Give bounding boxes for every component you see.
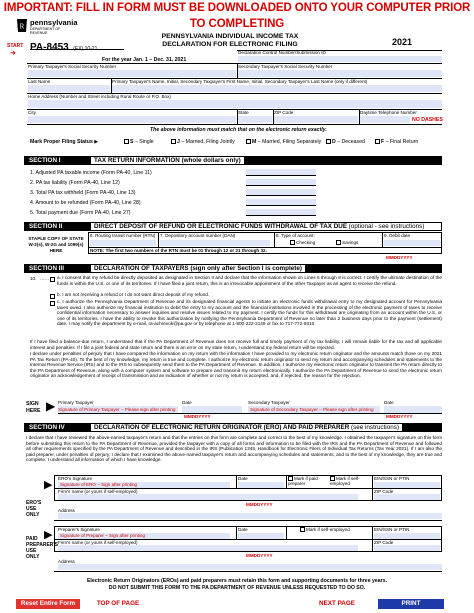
reset-form-button[interactable]: Reset Entire Form [16,599,80,609]
section-3-tab: SECTION III [24,264,88,273]
ero-address-input[interactable] [58,513,442,519]
form-year: 2021 [392,37,413,47]
line-1-input[interactable] [246,169,316,176]
address-input[interactable] [28,100,442,108]
prep-zip-label: ZIP Code [374,540,394,545]
ero-date-label: Date [238,476,248,481]
checking-option[interactable]: Checking [290,240,315,245]
preparer-use-label: PAID PREPARER'S USE ONLY [26,536,58,560]
primary-ssn-input[interactable] [28,70,236,77]
item-10-number: 10. [30,276,37,281]
line-4-label: 4. Amount to be refunded (Form PA-40, Line 28) [30,200,141,206]
no-dashes-note: NO DASHES [412,117,443,123]
print-button[interactable]: PRINT [378,599,444,609]
filing-status-label: Mark Proper Filing Status [30,139,93,145]
ero-firm-label: Firm's name (or yours if self-employed) [58,489,138,494]
line-5-label: 5. Total payment due (Form PA-40, Line 27) [30,210,131,216]
ero-date-format: MMDDYYYY [246,502,273,507]
start-label: START [7,43,24,49]
filing-status-row [30,139,450,147]
state-input[interactable] [238,116,272,123]
names-input[interactable] [112,85,442,92]
section-3-title: DECLARATION OF TAXPAYERS (sign only after Section I is complete) [90,264,306,273]
sign-here-arrow-icon: ▶ [46,399,56,413]
form-title-1: PENNSYLVANIA INDIVIDUAL INCOME TAX [161,33,299,40]
section-1-tab: SECTION I [24,156,88,165]
last-name-label: Last Name [28,79,51,84]
phone-input[interactable] [360,116,410,123]
last-name-input[interactable] [28,85,110,92]
dan-label: 7. Depository account number (DAN) [160,233,236,238]
form-number: PA-8453 [30,42,69,53]
prep-sig-label: Preparer's Signature [58,527,100,532]
prep-self-emp-checkbox[interactable] [300,527,305,532]
primary-date-input[interactable] [182,406,242,413]
deceased-checkbox[interactable] [326,139,331,144]
ero-self-emp-checkbox[interactable] [330,476,335,481]
svg-text:R: R [19,22,25,31]
logo-wordmark: pennsylvania [30,18,78,27]
debit-date-input[interactable] [384,240,440,246]
ero-zip-label: ZIP Code [374,489,394,494]
filing-status-single[interactable]: S – Single [124,139,154,145]
debit-date-label: 9. Debit date [384,233,411,238]
option-c-checkbox[interactable] [50,301,55,306]
option-b-checkbox[interactable] [50,294,55,299]
city-label: City [28,110,36,115]
filing-status-final[interactable]: F – Final Return [375,139,418,145]
address-label: Home Address (Number and Street including Rural Route or P.O. Box) [28,94,171,99]
tax-period: For the year Jan. 1 – Dec. 31, 2021 [102,57,187,63]
ero-sig-note: Signature of ERO – Sign after printing [60,482,138,487]
ero-ein-label: EIN/SSN or PTIN [374,476,410,481]
ero-paid-prep-option[interactable]: Mark if paid preparer [288,476,318,487]
prep-firm-label: Firm's name (or yours if self-employed) [58,540,138,545]
secondary-ssn-label: Secondary Taxpayer's Social Security Number [238,64,333,69]
primary-date-label: Date [182,400,192,405]
line-1-label: 1. Adjusted PA taxable income (Form PA-40, Line 11) [30,170,152,176]
single-checkbox[interactable] [124,139,129,144]
secondary-sig-note: Signature of Secondary Taxpayer – Please sign after printing [250,407,374,412]
sign-here-label: SIGN HERE [26,401,41,414]
option-c-text: c. I authorize the Pennsylvania Department of Revenue and its designated financial agents to initiate an electronic funds withdrawal entry to my designated account for Pennsylvania taxes owed. I also authorize my financial institution to debit the entry to my account and the financial institutions involved in the processing of the electronic payment of taxes to receive confidential information necessary to answer inquiries and resolve issues related to my payment. I certify the funds for this withdrawal are originating from an account within the U.S. or one of its territories. I have the ability to revoke this authorization by notifying the Pennsylvania Department of Revenue no later than 2 business days prior to the payment (settlement) date. I may notify the department by e-mail, ra-achrevok@pa.gov or by telephone at 1-800-222-2149 or fax to 717-772-9310. [57,299,442,326]
balance-due-text: If I have filed a balance-due return, I understand that if the PA Department of Revenue does not receive full and timely payment of my tax liability, I will remain liable for the tax and all applicable interest and penalties. If I file a joint federal and state return and there is an error on my state return, I understand my federal return will be rejected. [30,339,442,350]
state-label: State [238,110,249,115]
prep-address-label: Address [58,559,75,564]
keystone-icon [16,19,28,33]
line-4-input[interactable] [246,199,316,206]
option-a-text: a. I consent that my refund be directly deposited as designated in Section II and declare that the information shown on Lines 6 through 8 is correct. I certify the ultimate destination of the funds is within the U.S. or one of its territories. If I have filed a joint return, this is an irrevocable appointment of the other Taxpayer as an agent to receive the refund. [57,275,442,286]
ero-self-emp-option[interactable]: Mark if self-employed [330,476,360,487]
prep-ein-label: EIN/SSN or PTIN [374,527,410,532]
section-4-header [24,423,442,432]
perjury-text: I declare under penalties of perjury that I have compared the information on my return with the information I have provided to my electronic return originator and the amounts match those on my 2021 PA Tax Return (PA-40). To the best of my knowledge, my return is true and complete. I authorize my electronic return originator to send my return and accompanying schedules and statements to the Internal Revenue Service (IRS) and to the IRS to subsequently send them to the PA Department of Revenue. In addition, I authorize my electronic return originator to transmit the PA return directly to the PA Department of Revenue, along with a computer system and software to prepare and transmit my return electronically. I authorize the PA Department of Revenue to send the electronic return originator an acknowledgement of receipt of transmission and an indication of whether or not my return is accepted, and, if rejected, the reason for the rejection. [30,351,442,378]
ero-declaration-text: I declare that I have reviewed the above-named taxpayer's return and that the entries on this form are complete and correct to the best of my knowledge. I obtained the taxpayer's signature on this form before submitting this return to the PA Department of Revenue, provided the taxpayer with a copy of all forms and information to be filed with the IRS and the PA Department of Revenue and followed all other requirements specified by the PA Department of Revenue and described in the IRS (Publication 1345, Handbook for Electronic Filers of Individual Tax Returns (Tax Year 2021). If I am also the paid preparer, under penalties of perjury, I declare that I examined the above-named taxpayer's return and accompanying schedules and statements, and to the best of my knowledge, they are true and complete. I understand all information of which I have knowledge. [26,435,442,462]
acct-type-label: 8. Type of account: [276,233,315,238]
section-3-note: (sign only after Section I is complete) [190,265,302,272]
section-2-note: (optional - see instructions) [348,223,425,230]
must-match-note: The above information must match that on the electronic return exactly. [150,127,327,133]
section-1-header [24,156,442,165]
primary-sig-label: Primary Taxpayer [58,400,94,405]
section-4-note: (see instructions) [351,424,399,431]
line-5-input[interactable] [246,209,316,216]
option-a-checkbox[interactable] [50,277,55,282]
staple-note: STAPLE COPY OF STATE W-2(s), W-2G and 1099(s) HERE [28,236,84,253]
city-input[interactable] [28,116,236,123]
names-label: Primary Taxpayer's Name, Initial, Secondary Taxpayer's First Name, Initial, Secondary Taxpayer's Last Name (only if different) [112,79,368,84]
prep-date-label: Date [238,527,248,532]
filing-status-arrow-icon: ▶ [94,139,99,145]
form-title-2: DECLARATION FOR ELECTRONIC FILING [162,41,298,48]
ero-firm-input[interactable] [58,494,358,500]
prep-firm-input[interactable] [58,545,358,551]
top-of-page-link[interactable]: TOP OF PAGE [96,600,140,607]
ero-use-label: ERO'S USE ONLY [26,500,42,518]
ero-address-label: Address [58,508,75,513]
line-2-label: 2. PA tax liability (Form PA-40, Line 12) [30,180,120,186]
prep-address-input[interactable] [58,564,442,570]
ero-zip-input[interactable] [374,494,440,500]
section-1-title: TAX RETURN INFORMATION (whole dollars only) [90,156,245,165]
rtn-label: 6. Routing transit number (RTN) [90,233,156,238]
separate-checkbox[interactable] [246,139,251,144]
start-arrow-icon: ➜ [10,50,16,57]
filing-status-deceased[interactable]: D – Deceased [326,139,365,145]
next-page-link[interactable]: NEXT PAGE [319,600,355,607]
section-2-tab: SECTION II [24,222,88,231]
line-3-input[interactable] [246,189,316,196]
primary-date-format: MMDDYYYY [184,414,211,419]
secondary-date-format: MMDDYYYY [386,414,413,419]
primary-ssn-label: Primary Taxpayer's Social Security Number [28,64,117,69]
form-number-row [30,37,97,55]
secondary-date-input[interactable] [384,406,442,413]
ero-arrow-icon: ▶ [44,479,53,491]
debit-date-format: MMDDYYYY [386,255,413,260]
secondary-ssn-input[interactable] [238,70,442,77]
ero-sig-label: ERO's Signature [58,476,93,481]
phone-label: Daytime Telephone Number [360,110,417,115]
savings-checkbox[interactable] [336,240,341,245]
prep-date-format: MMDDYYYY [246,553,273,558]
section-2-header [24,222,442,231]
logo-dept: DEPARTMENT OF REVENUE [30,27,61,35]
filing-status-joint[interactable]: J – Married, Filing Jointly [171,139,235,145]
savings-option[interactable]: Savings [336,240,358,245]
secondary-sig-label: Secondary Taxpayer [248,400,290,405]
prep-sig-note: Signature of Preparer – Sign after printing [60,533,146,538]
prep-self-emp-option[interactable]: Mark if self-employed [300,527,364,532]
joint-checkbox[interactable] [171,139,176,144]
dcn-label: Declaration Control Number/Submission ID [238,50,326,55]
dan-input[interactable] [160,240,270,246]
do-not-submit-note: DO NOT SUBMIT THIS FORM TO THE PA DEPARTMENT OF REVENUE UNLESS REQUESTED TO DO SO. [108,585,366,591]
dcn-input[interactable] [238,56,442,62]
zip-input[interactable] [274,116,358,123]
section-4-title: DECLARATION OF ELECTRONIC RETURN ORIGINATOR (ERO) AND PAID PREPARER (see instructions) [90,423,403,432]
option-b-text: b. I am not receiving a refund or I do not want direct deposit of my refund. [57,292,210,297]
final-checkbox[interactable] [375,139,380,144]
filing-status-separate[interactable]: M – Married, Filing Separately [246,139,321,145]
retention-note: Electronic Return Originators (EROs) and paid preparers must retain this form and supporting documents for three years. [86,578,388,584]
section-3-header [24,264,442,273]
preparer-arrow-icon: ▶ [44,529,53,541]
item-10-arrow-icon: …… [40,276,50,281]
line-3-label: 3. Total PA tax withheld (Form PA-40, Line 13) [30,190,136,196]
checking-checkbox[interactable] [290,240,295,245]
pa-logo [16,18,78,35]
primary-sig-note: Signature of Primary Taxpayer – Please sign after printing [58,407,176,412]
rtn-note: NOTE: The first two numbers of the RTN must be 01 through 12 or 21 through 32. [90,248,267,253]
zip-label: ZIP Code [274,110,294,115]
prep-zip-input[interactable] [374,545,440,551]
section-2-title: DIRECT DEPOSIT OF REFUND OR ELECTRONIC FUNDS WITHDRAWAL OF TAX DUE (optional - see instructions) [90,222,442,231]
section-4-tab: SECTION IV [24,423,88,432]
form-rev: (EX) 10-21 [73,46,98,52]
secondary-date-label: Date [384,400,394,405]
download-warning-banner: IMPORTANT: FILL IN FORM MUST BE DOWNLOADED ONTO YOUR COMPUTER PRIOR TO COMPLETING [3,2,471,30]
ero-paid-prep-checkbox[interactable] [288,476,293,481]
rtn-input[interactable] [90,240,156,246]
line-2-input[interactable] [246,179,316,186]
